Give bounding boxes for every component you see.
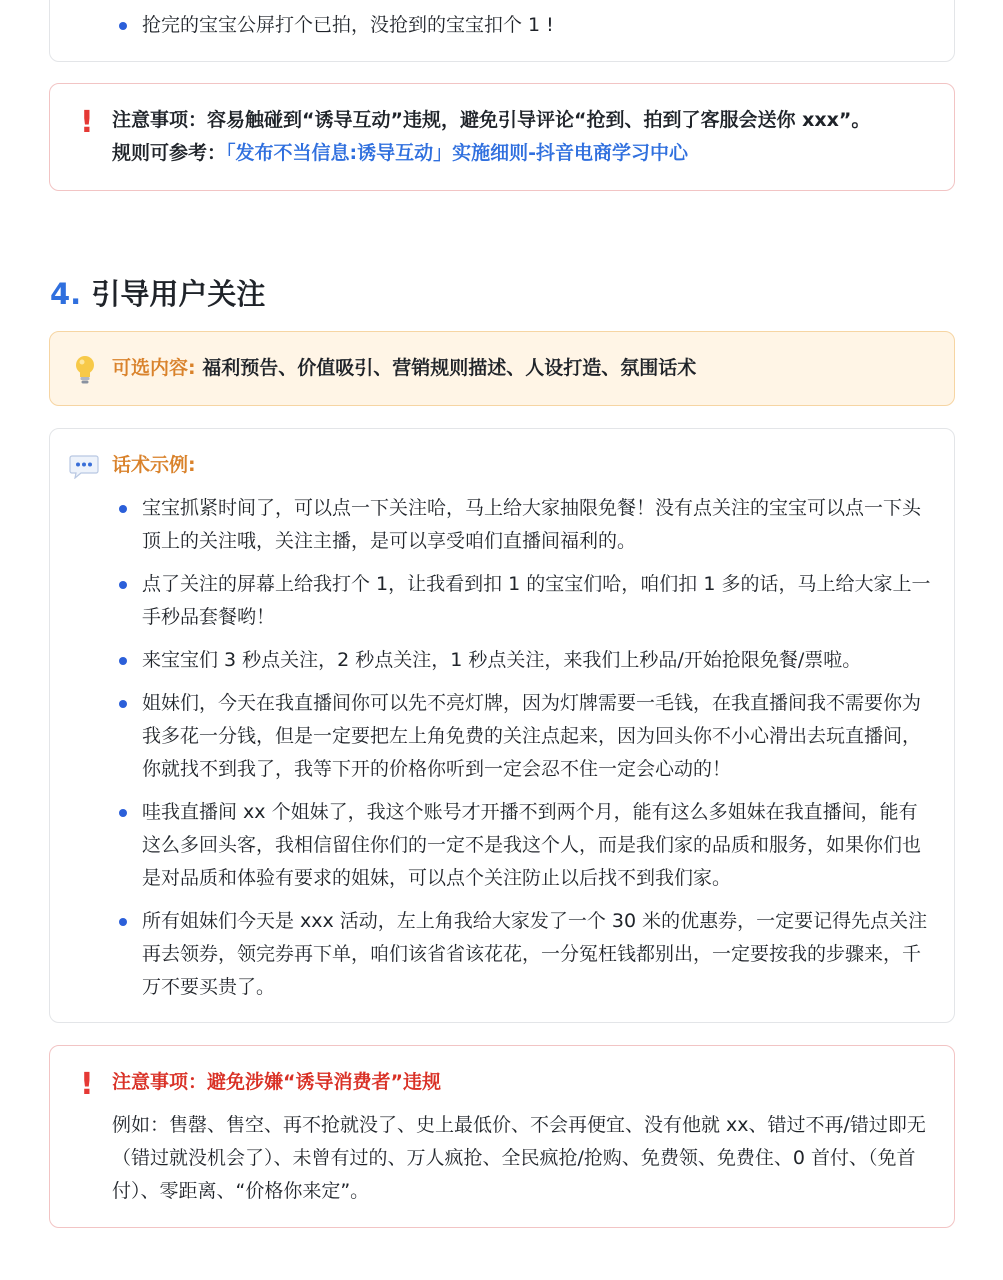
bullet-dot bbox=[119, 918, 127, 926]
list-item bbox=[50, 492, 954, 558]
list-item-text: 哇我直播间 xx 个姐妹了，我这个账号才开播不到两个月，能有这么多姐妹在我直播间，能有这么多回头客，我相信留住你们的一定不是我这个人，而是我们家的品质和服务，如果你们也是对品质和体验有要求的姐妹，可以点个关注防止以后找不到我们家。 bbox=[142, 801, 922, 889]
warning-body: 容易触碰到“诱导互动”违规，避免引导评论“抢到、拍到了客服会送你 xxx”。规则可参考： bbox=[112, 109, 871, 164]
tip-body: 福利预告、价值吸引、营销规则描述、人设打造、氛围话术 bbox=[202, 357, 697, 379]
list-item bbox=[50, 568, 954, 634]
list-item bbox=[50, 644, 954, 677]
examples-card bbox=[49, 428, 955, 1023]
list-item-text: 点了关注的屏幕上给我打个 1，让我看到扣 1 的宝宝们哈，咱们扣 1 多的话，马上给大家上一手秒品套餐哟！ bbox=[142, 573, 931, 628]
list-item-text: 姐妹们，今天在我直播间你可以先不亮灯牌，因为灯牌需要一毛钱，在我直播间我不需要你为我多花一分钱，但是一定要把左上角免费的关注点起来，因为回头你不小心滑出去玩直播间，你就找不到我了，我等下开的价格你听到一定会忍不住一定会心动的！ bbox=[142, 692, 922, 780]
chat-bubble-icon bbox=[69, 455, 99, 479]
warning-card-interaction bbox=[49, 83, 955, 191]
warning-label: 注意事项：避免涉嫌“诱导消费者”违规 bbox=[112, 1071, 441, 1093]
list-item bbox=[50, 905, 954, 1004]
examples-label: 话术示例: bbox=[112, 454, 196, 476]
section-number: 4. bbox=[50, 277, 82, 311]
list-item bbox=[50, 687, 954, 786]
exclamation-icon: ! bbox=[80, 1067, 94, 1102]
section-title: 引导用户关注 bbox=[91, 277, 266, 311]
list-item bbox=[50, 796, 954, 895]
warning-text bbox=[112, 104, 882, 170]
bullet-dot bbox=[119, 700, 127, 708]
list-item-text: 抢完的宝宝公屏打个已拍，没抢到的宝宝扣个 1 ! bbox=[142, 14, 554, 36]
examples-list bbox=[50, 492, 954, 1004]
rule-link[interactable]: 「发布不当信息:诱导互动」实施细则-抖音电商学习中心 bbox=[226, 142, 689, 164]
warning-body: 例如：售罄、售空、再不抢就没了、史上最低价、不会再便宜、没有他就 xx、错过不再/错过即无（错过就没机会了）、未曾有过的、万人疯抢、全民疯抢/抢购、免费领、免费住、0 首付、（免首付）、零距离、“价格你来定”。 bbox=[112, 1114, 926, 1202]
top-example-card bbox=[49, 0, 955, 62]
optional-content-card bbox=[49, 331, 955, 406]
warning-card-consumer bbox=[49, 1045, 955, 1228]
bullet-dot bbox=[119, 505, 127, 513]
list-item-text: 宝宝抓紧时间了，可以点一下关注哈，马上给大家抽限免餐！没有点关注的宝宝可以点一下头顶上的关注哦，关注主播，是可以享受咱们直播间福利的。 bbox=[142, 497, 922, 552]
bullet-dot bbox=[119, 22, 127, 30]
tip-label: 可选内容: bbox=[112, 357, 196, 379]
bullet-dot bbox=[119, 581, 127, 589]
list-item-text: 所有姐妹们今天是 xxx 活动，左上角我给大家发了一个 30 米的优惠券，一定要记得先点关注再去领券，领完券再下单，咱们该省省该花花，一分冤枉钱都别出，一定要按我的步骤来，千万不要买贵了。 bbox=[142, 910, 928, 998]
bullet-dot bbox=[119, 657, 127, 665]
list-item bbox=[50, 9, 954, 42]
exclamation-icon: ! bbox=[80, 105, 94, 140]
warning-label: 注意事项： bbox=[112, 109, 208, 131]
tip-text bbox=[112, 352, 696, 385]
list-item-text: 来宝宝们 3 秒点关注，2 秒点关注，1 秒点关注，来我们上秒品/开始抢限免餐/票啦。 bbox=[142, 649, 862, 671]
lightbulb-icon bbox=[74, 355, 96, 385]
section-heading bbox=[50, 272, 265, 313]
top-bullet-list bbox=[50, 9, 954, 42]
bullet-dot bbox=[119, 809, 127, 817]
